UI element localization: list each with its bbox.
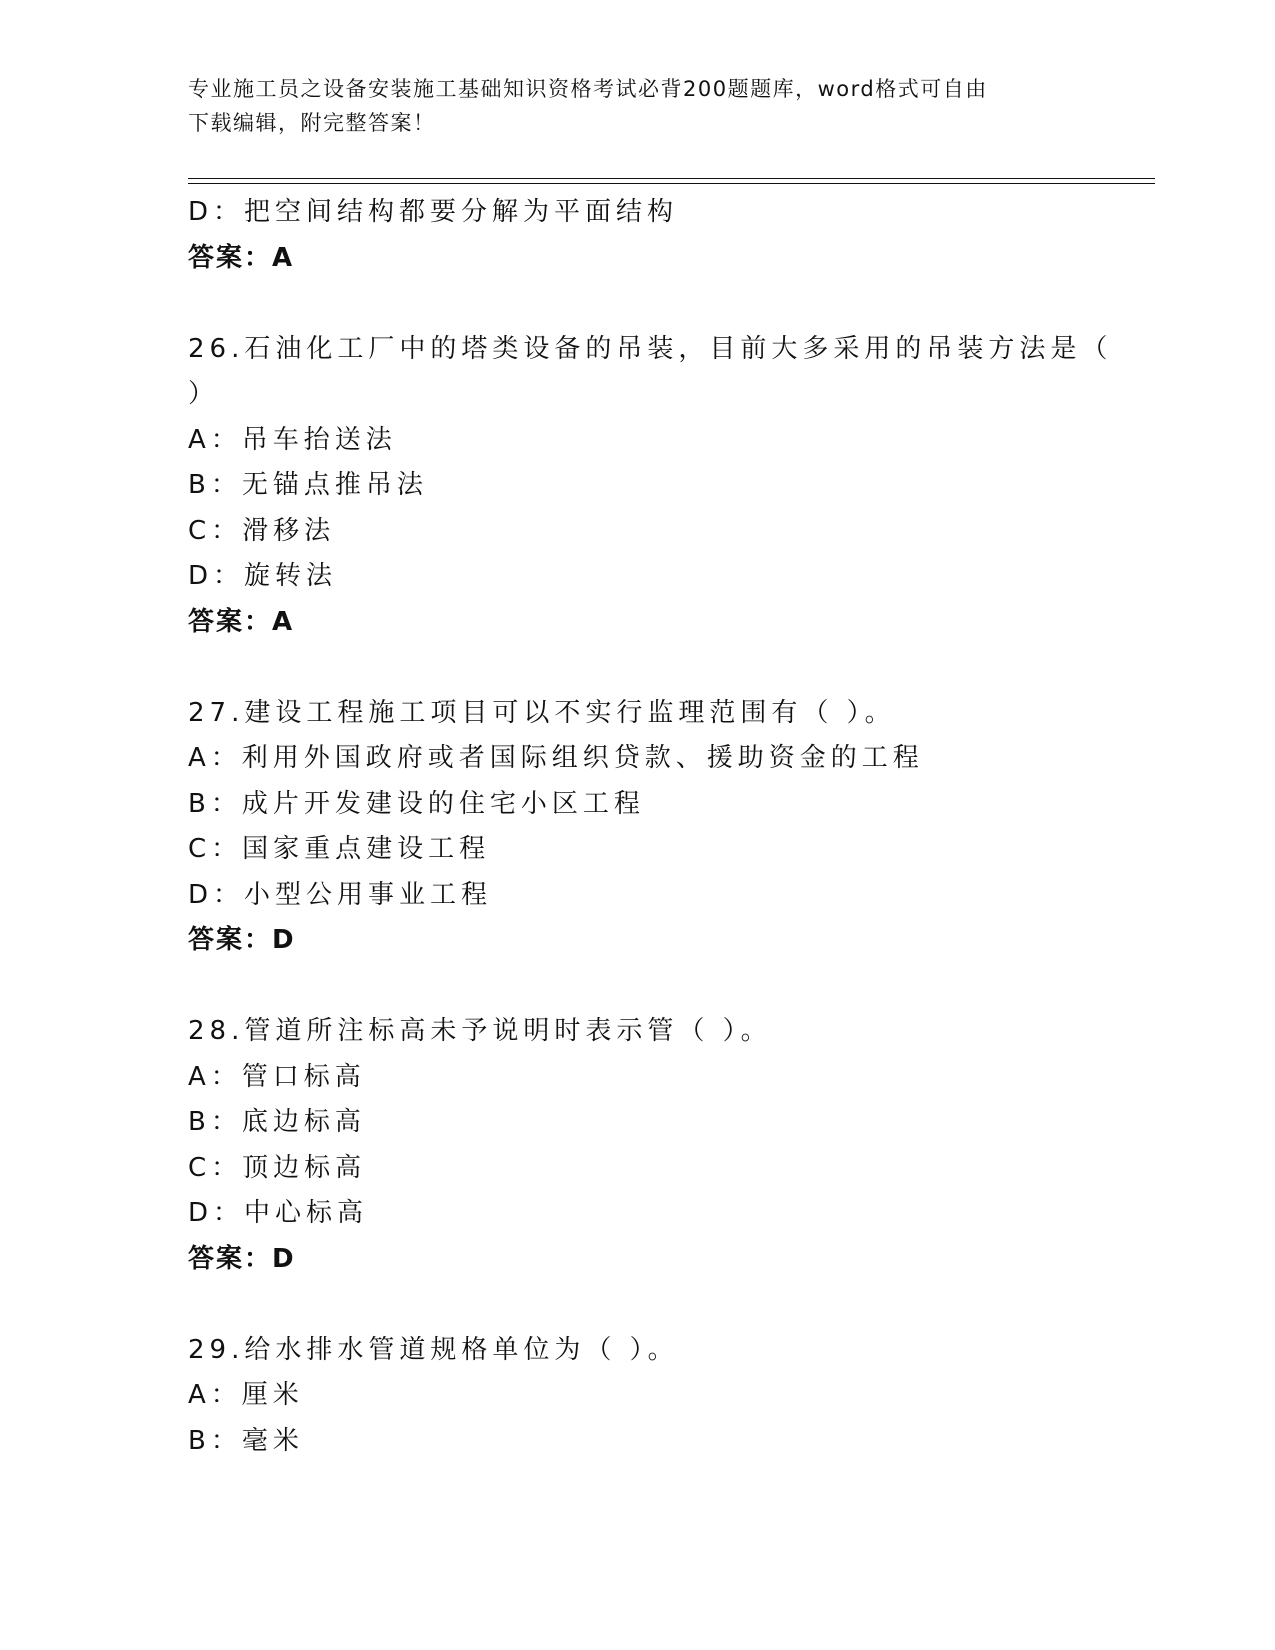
spacer [188,281,1088,327]
header-divider-top [188,178,1155,179]
question-29 [188,1328,1088,1465]
spacer [188,645,1088,691]
option-d: D：旋转法 [188,561,338,591]
question-stem: 28.管道所注标高未予说明时表示管（ ）。 [188,1016,772,1046]
option-a: A：管口标高 [188,1061,366,1092]
header-line-2: 下载编辑，附完整答案！ [188,111,436,135]
question-stem-continuation: ） [188,379,220,409]
answer-line: 答案：A [188,606,295,637]
question-list [188,190,1113,1464]
document-header [188,72,1088,140]
option-d: D：小型公用事业工程 [188,879,493,910]
option-a: A：厘米 [188,1380,304,1410]
answer-line: 答案：D [188,1243,296,1274]
question-stem: 26.石油化工厂中的塔类设备的吊装，目前大多采用的吊装方法是（ [188,333,1113,364]
question-28 [188,1009,1088,1282]
question-stem: 27.建设工程施工项目可以不实行监理范围有（ ）。 [188,697,896,728]
option-b: B：无锚点推吊法 [188,470,428,500]
option-c: C：顶边标高 [188,1152,367,1183]
spacer [188,964,1088,1010]
option-b: B：底边标高 [188,1107,366,1137]
answer-line: 答案：A [188,242,295,273]
option-a: A：吊车抬送法 [188,424,397,455]
question-26 [188,327,1113,646]
header-line-1: 专业施工员之设备安装施工基础知识资格考试必背200题题库，word格式可自由 [188,77,988,101]
option-d: D：把空间结构都要分解为平面结构 [188,197,679,227]
option-d: D：中心标高 [188,1198,369,1228]
question-stem: 29.给水排水管道规格单位为（ ）。 [188,1334,679,1365]
option-b: B：毫米 [188,1425,304,1456]
spacer [188,1282,1088,1328]
option-c: C：滑移法 [188,515,336,546]
option-b: B：成片开发建设的住宅小区工程 [188,788,645,819]
answer-line: 答案：D [188,925,296,955]
previous-question-tail [188,190,1088,281]
option-c: C：国家重点建设工程 [188,834,491,864]
option-a: A：利用外国政府或者国际组织贷款、援助资金的工程 [188,743,924,773]
header-divider-bottom [188,183,1155,184]
question-27 [188,691,1088,964]
